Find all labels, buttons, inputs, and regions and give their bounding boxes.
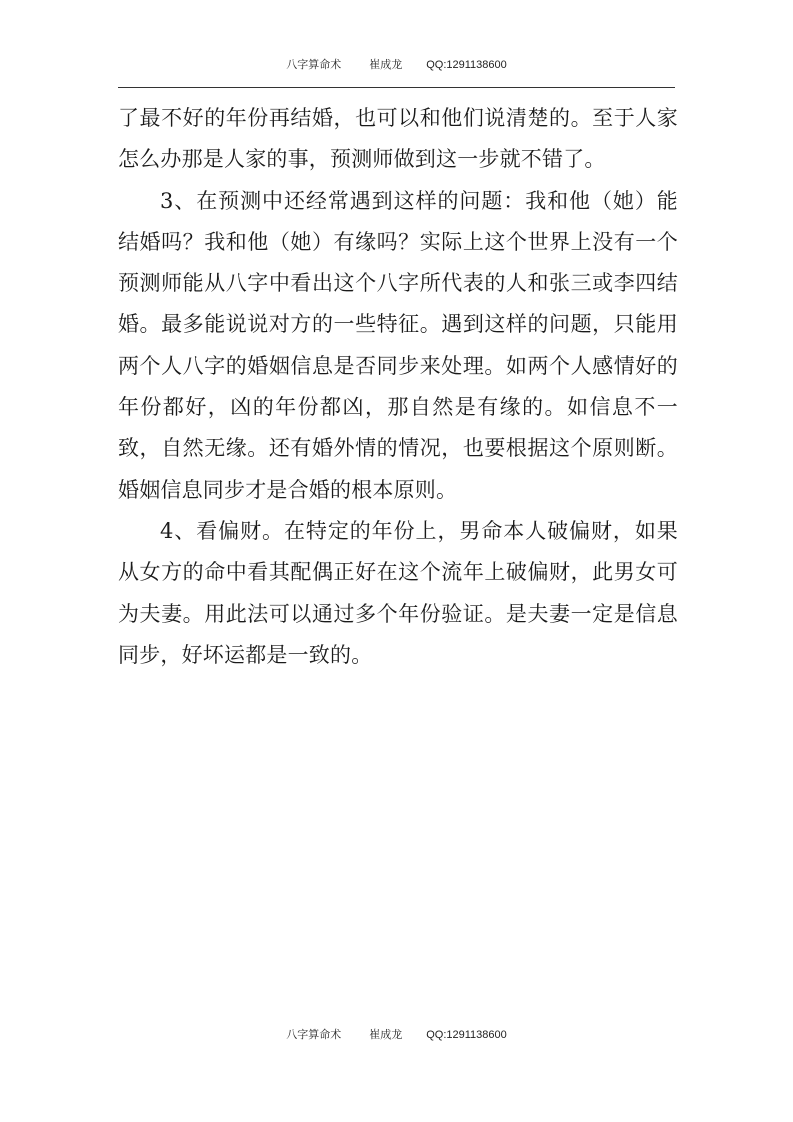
footer-title: 八字算命术 [286,1028,342,1041]
header-divider [118,87,675,88]
footer-qq: QQ:1291138600 [426,1029,507,1041]
paragraph-item-3: 3、在预测中还经常遇到这样的问题：我和他（她）能结婚吗？我和他（她）有缘吗？实际上这个世界上没有一个预测师能从八字中看出这个八字所代表的人和张三或李四结婚。最多能说说对方的一些特征。遇到这样的问题，只能用两个人八字的婚姻信息是否同步来处理。如两个人感情好的年份都好，凶的年份都凶，那自然是有缘的。如信息不一致，自然无缘。还有婚外情的情况，也要根据这个原则断。婚姻信息同步才是合婚的根本原则。 [118,188,678,502]
header-author: 崔成龙 [369,58,403,71]
header-qq: QQ:1291138600 [426,59,507,71]
document-body [118,98,678,676]
page-footer [118,1028,675,1042]
footer-author: 崔成龙 [369,1028,403,1041]
header-title: 八字算命术 [286,58,342,71]
paragraph-continued: 了最不好的年份再结婚，也可以和他们说清楚的。至于人家怎么办那是人家的事，预测师做到这一步就不错了。 [118,106,678,172]
paragraph-item-4: 4、看偏财。在特定的年份上，男命本人破偏财，如果从女方的命中看其配偶正好在这个流年上破偏财，此男女可为夫妻。用此法可以通过多个年份验证。是夫妻一定是信息同步，好坏运都是一致的。 [118,518,678,667]
page-header [118,58,675,72]
